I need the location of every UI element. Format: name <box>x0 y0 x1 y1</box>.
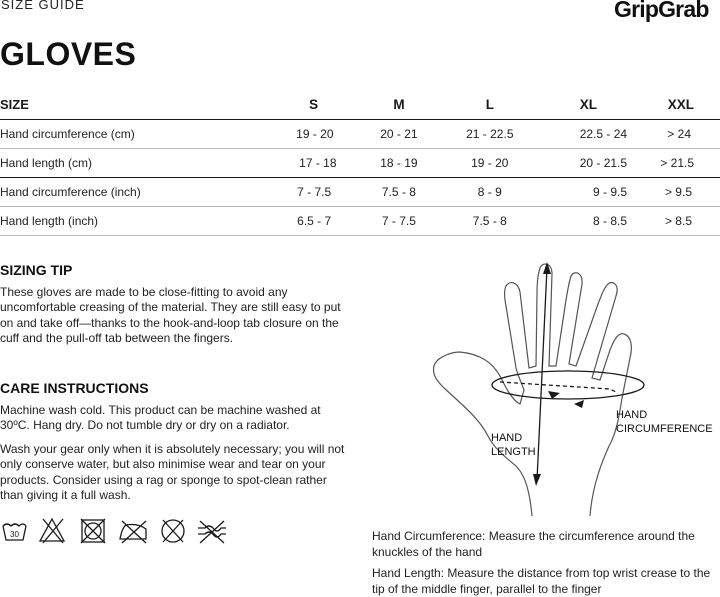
circumference-measure <box>492 371 644 399</box>
arrow-head-icon <box>574 400 584 408</box>
size-header-m: M <box>368 90 430 120</box>
no-iron-icon <box>120 521 146 543</box>
hand-outline <box>433 264 631 516</box>
page-title: GLOVES <box>0 36 137 72</box>
table-row <box>0 207 720 236</box>
size-header-l: L <box>430 90 550 120</box>
table-cell: 8 - 9 <box>430 178 550 207</box>
length-caption: Hand Length: Measure the distance from top wrist crease to the tip of the middle finger, parallel to the finger <box>372 566 711 596</box>
table-cell <box>550 207 628 236</box>
table-cell: 7 - 7.5 <box>368 207 430 236</box>
table-cell: 7.5 - 8 <box>368 178 430 207</box>
size-column-header: SIZE <box>0 90 254 120</box>
size-header-s: S <box>254 90 368 120</box>
row-label: Hand circumference (inch) <box>0 178 254 207</box>
row-label: Hand length (cm) <box>0 149 254 178</box>
row-label: Hand circumference (cm) <box>0 120 254 149</box>
brand-logo: GripGrab <box>614 0 709 22</box>
size-table <box>0 90 720 236</box>
table-cell <box>550 149 628 178</box>
no-dry-clean-icon <box>162 520 184 542</box>
care-paragraph-1: Machine wash cold. This product can be machine washed at 30ºC. Hang dry. Do not tumble dry or dry on a radiator. <box>0 403 321 433</box>
wash-30-icon <box>3 524 26 540</box>
no-bleach-icon <box>40 519 64 543</box>
table-cell: > 24 <box>597 120 720 149</box>
table-cell-value: 22.5 - 24 <box>579 127 628 141</box>
circumference-label-text: HAND CIRCUMFERENCE <box>616 409 713 435</box>
care-paragraph-2: Wash your gear only when it is absolutely necessary; you will not only conserve water, but also minimise wear and tear on your products. Consider using a rag or sponge to spot-clean rather than giving it a full wash. <box>0 442 345 502</box>
table-cell: 19 - 20 <box>430 149 550 178</box>
table-cell <box>550 178 628 207</box>
table-cell: 21 - 22.5 <box>430 120 550 149</box>
row-label: Hand length (inch) <box>0 207 254 236</box>
table-cell: > 21.5 <box>597 149 720 178</box>
sizing-tip-title: SIZING TIP <box>0 262 73 278</box>
care-instructions-title: CARE INSTRUCTIONS <box>0 380 149 396</box>
table-cell: 7 - 7.5 <box>254 178 368 207</box>
no-tumble-dry-icon <box>81 519 105 543</box>
table-cell <box>550 120 628 149</box>
circumference-label <box>616 408 713 436</box>
sizing-tip-text: These gloves are made to be close-fitting to avoid any uncomfortable creasing of the material. They are still easy to put on and take off—thanks to the hook-and-loop tab closure on the cuff and the pull-off tab between the fingers. <box>0 285 341 345</box>
arrow-head-icon <box>548 391 560 399</box>
wash-temperature: 30 <box>10 530 19 539</box>
hand-measurement-figure <box>420 258 720 518</box>
circumference-caption: Hand Circumference: Measure the circumference around the knuckles of the hand <box>372 529 695 559</box>
table-cell: 7.5 - 8 <box>430 207 550 236</box>
table-cell: > 9.5 <box>597 178 720 207</box>
document-label: SIZE GUIDE <box>1 0 85 12</box>
table-header-row <box>0 90 720 120</box>
table-row <box>0 178 720 207</box>
table-cell: > 8.5 <box>597 207 720 236</box>
care-symbols <box>2 515 232 547</box>
table-row <box>0 149 720 178</box>
table-cell: 6.5 - 7 <box>254 207 368 236</box>
table-cell: 18 - 19 <box>368 149 430 178</box>
table-cell-value: 9 - 9.5 <box>593 185 628 199</box>
size-header-xl: XL <box>550 90 597 120</box>
hand-diagram <box>420 258 720 518</box>
table-cell: 19 - 20 <box>254 120 368 149</box>
length-label: HAND LENGTH <box>491 432 536 458</box>
table-cell-value: 20 - 21.5 <box>579 156 628 170</box>
no-wring-icon <box>198 521 226 543</box>
table-cell: 20 - 21 <box>368 120 430 149</box>
table-row <box>0 120 720 149</box>
table-cell: 17 - 18 <box>254 149 368 178</box>
table-cell-value: 8 - 8.5 <box>593 214 628 228</box>
size-header-xxl: XXL <box>597 90 720 120</box>
